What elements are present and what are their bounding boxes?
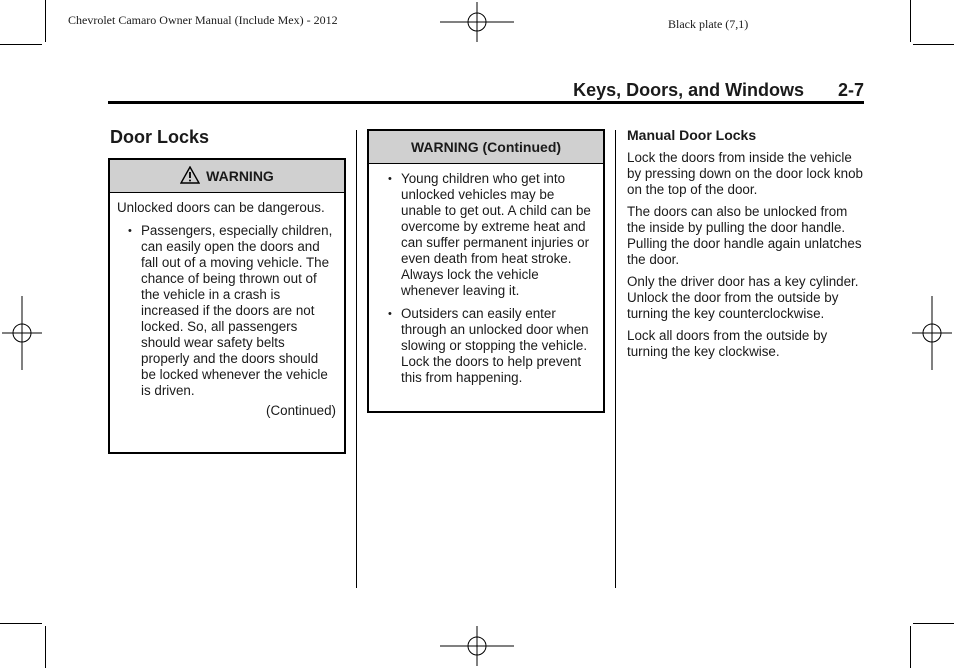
warning-continued-header: WARNING (Continued) (369, 131, 603, 164)
crop-mark (910, 626, 911, 668)
bullet-icon: • (128, 225, 132, 237)
registration-mark-top (440, 2, 514, 42)
warning-intro: Unlocked doors can be dangerous. (117, 200, 325, 215)
section-rule (108, 101, 864, 104)
warning-label: WARNING (206, 168, 274, 184)
manual-title: Chevrolet Camaro Owner Manual (Include Mex) - 2012 (68, 13, 338, 27)
paragraph: Lock all doors from the outside by turning the key clockwise. (627, 328, 828, 359)
warning-bullet (377, 306, 595, 386)
warning-triangle-icon (180, 166, 200, 184)
registration-mark-right (912, 296, 952, 370)
column-divider (356, 130, 357, 588)
warning-header (110, 160, 344, 193)
continued-note: (Continued) (266, 403, 336, 418)
page-number: 2-7 (837, 80, 864, 100)
page-title: Door Locks (110, 127, 210, 147)
bullet-icon: • (388, 308, 392, 320)
paragraph: Only the driver door has a key cylinder. Unlock the door from the outside by turning the key counterclockwise. (627, 274, 859, 321)
warning-bullet (377, 171, 595, 299)
warning-box (108, 158, 346, 454)
crop-mark (0, 44, 42, 45)
warning-body (110, 193, 344, 419)
section-header (110, 80, 864, 102)
registration-mark-left (2, 296, 42, 370)
paragraph: The doors can also be unlocked from the inside by pulling the door handle. Pulling the door handle again unlatches the door. (627, 204, 862, 267)
registration-mark-bottom (440, 626, 514, 666)
manual-door-locks-section (627, 127, 865, 366)
bullet-text: Young children who get into unlocked vehicles may be unable to get out. A child can be overcome by extreme heat and can suffer permanent injuries or even death from heat stroke. Always lock the vehicle whenever leaving it. (401, 171, 591, 298)
warning-bullet (117, 223, 336, 399)
paragraph: Lock the doors from inside the vehicle by pressing down on the door lock knob on the top of the door. (627, 150, 863, 197)
crop-mark (910, 0, 911, 42)
warning-continued-box (367, 129, 605, 413)
plate-label: Black plate (7,1) (668, 17, 749, 31)
bullet-text: Outsiders can easily enter through an unlocked door when slowing or stopping the vehicle. Lock the doors to help prevent this from happening. (401, 306, 589, 385)
subsection-heading: Manual Door Locks (627, 127, 757, 143)
column-divider (615, 130, 616, 588)
crop-mark (45, 0, 46, 42)
crop-mark (913, 623, 954, 624)
crop-mark (0, 623, 42, 624)
crop-mark (913, 44, 954, 45)
crop-mark (45, 626, 46, 668)
bullet-text: Passengers, especially children, can easily open the doors and fall out of a moving vehicle. The chance of being thrown out of the vehicle in a crash is increased if the doors are not locked. So, all passengers should wear safety belts properly and the doors should be locked whenever the vehicle is driven. (141, 223, 333, 398)
section-title: Keys, Doors, and Windows (573, 80, 804, 100)
warning-continued-body (369, 164, 603, 386)
bullet-icon: • (388, 173, 392, 185)
